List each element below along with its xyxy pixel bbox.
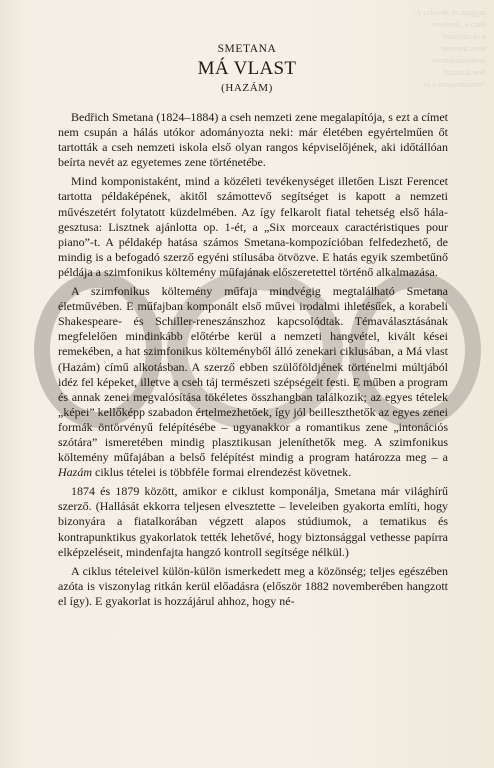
work-subtitle: (HAZÁM)	[221, 82, 273, 94]
paragraph: Bedřich Smetana (1824–1884) a cseh nemzeti zene megalapítója, s ezt a címet nem csupán a hálás utókor adományozta neki: már életében egyértelműen őt tartották a cseh nemzeti iskola első olyan rangos képviselőjének, aki időtállóan beírta nevét az egyetemes zene történetébe.	[58, 110, 448, 170]
work-title: MÁ VLAST	[197, 58, 297, 79]
bleed-through-text: "A szlovák és magyar zenének, a cseh hazafias és a nemzeti zene vonatkozásában hatással volt rá a programzene"	[411, 7, 486, 89]
paragraph: A szimfonikus költemény műfaja mindvégig megtalálható Smetana életművében. E műfajban komponált első művei irodalmi ihletésűek, a korabeli Shakespeare- és Schiller-reneszánszhoz kapcsolódtak. Témaválasztásának megfelelően mindinkább előtérbe kerül a nemzeti hangvétel, kivált kései remekében, a hat szimfonikus költeményből álló zenekari ciklusában, a Má vlast (Hazám) című alkotásban. A szerző ebben szülőföldjének történelmi múltjából idéz fel képeket, illetve a cseh táj természeti szépségeit festi. E műben a program és annak zenei megvalósítása tökéletes összhangban találkozik; az egyes tételek „képei” kellőképp szabadon értelmezhetőek, így jól beilleszthetők az egyes zenei formák öntörvényű felépítésébe – ugyanakkor a romantikus zene „intonációs szótára” ismeretében mindig plasztikusan jeleníthetők meg. A szimfonikus költemény műfajában a belső felépítést mindig a program határozza meg – a Hazám ciklus tételei is többféle formai elrendezést követnek.	[58, 284, 448, 480]
body-text	[58, 110, 448, 613]
composer-heading: SMETANA	[217, 43, 277, 55]
paragraph: 1874 és 1879 között, amikor e ciklust komponálja, Smetana már világhírű szerző. (Hallását ekkorra teljesen elvesztette – leveleiben gyakorta említi, hogy bizonyára a fiatalkorában végzett alapos stúdiumok, a tematikus és kontrapunktikus gyakorlatok tették lehetővé, hogy biztonsággal vethesse papírra elképzeléseit, mindenfajta hangzó kontroll segítsége nélkül.)	[58, 484, 448, 559]
paragraph: A ciklus tételeivel külön-külön ismerkedett meg a közönség; teljes egészében azóta is viszonylag ritkán kerül előadásra (először 1882 novemberében hangzott el így). E gyakorlat is hozzájárul ahhoz, hogy né-	[58, 563, 448, 608]
paragraph: Mind komponistaként, mind a közéleti tevékenységet illetően Liszt Ferencet tartotta példaképének, akitől számottevő segítséget is kapott a nemzeti művészetért folytatott küzdelmében. Az így felkarolt fiatal tehetség első hála-gesztusa: Lisztnek ajánlotta op. 1-ét, a „Six morceaux caractéristiques pour piano”-t. A példakép hatása számos Smetana-kompozícióban felfedezhető, de mindig is a befogadó szerző egyéni stílusába ötvözve. E hatás egyik szembetűnő példája a szimfonikus költemény műfajának előszeretettel történő alkalmazása.	[58, 174, 448, 279]
